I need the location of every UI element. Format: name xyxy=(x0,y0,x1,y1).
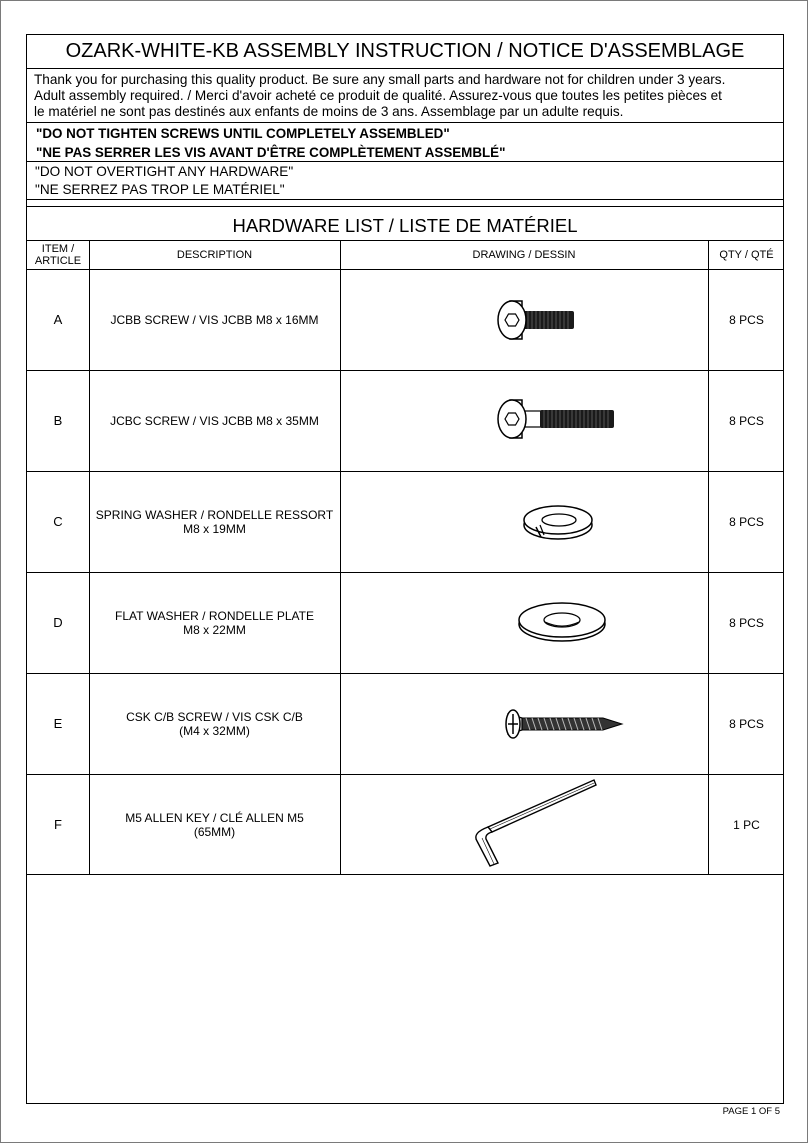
tighten-warning xyxy=(27,123,783,162)
column-header-drawing: DRAWING / DESSIN xyxy=(472,249,576,261)
intro-text xyxy=(27,69,783,123)
countersunk-screw-icon xyxy=(340,674,708,774)
column-header-description: DESCRIPTION xyxy=(176,249,253,261)
description-line: JCBB SCREW / VIS JCBB M8 x 16MM xyxy=(110,313,319,327)
warning-line: "NE PAS SERRER LES VIS AVANT D'ÊTRE COMPLÈTEMENT ASSEMBLÉ" xyxy=(36,145,506,160)
item-quantity: 8 PCS xyxy=(729,616,764,630)
row-divider xyxy=(27,874,783,875)
item-description xyxy=(89,674,340,774)
allen-key-icon xyxy=(340,775,708,874)
description-line: (65MM) xyxy=(193,824,236,839)
page-number: PAGE 1 OF 5 xyxy=(722,1106,780,1117)
item-drawing xyxy=(340,674,708,774)
item-drawing xyxy=(340,573,708,673)
description-line: (M4 x 32MM) xyxy=(179,724,250,738)
warning-line: "DO NOT OVERTIGHT ANY HARDWARE" xyxy=(35,164,294,179)
jcbc-long-screw-icon xyxy=(340,371,708,471)
description-line: FLAT WASHER / RONDELLE PLATE xyxy=(115,609,314,623)
description-line: JCBC SCREW / VIS JCBB M8 x 35MM xyxy=(110,414,319,428)
item-description xyxy=(89,270,340,370)
warning-line: "NE SERREZ PAS TROP LE MATÉRIEL" xyxy=(35,182,285,197)
item-description xyxy=(89,573,340,673)
item-drawing xyxy=(340,775,708,874)
item-letter: A xyxy=(53,312,63,327)
item-description xyxy=(89,371,340,471)
column-header-qty: QTY / QTÉ xyxy=(719,249,774,261)
item-letter: D xyxy=(53,615,63,630)
item-quantity: 8 PCS xyxy=(729,414,764,428)
intro-line: Adult assembly required. / Merci d'avoir acheté ce produit de qualité. Assurez-vous que toutes les petites pièces et xyxy=(34,88,722,103)
item-quantity: 8 PCS xyxy=(729,717,764,731)
item-letter: E xyxy=(53,716,63,731)
section-divider xyxy=(27,200,783,207)
item-quantity: 8 PCS xyxy=(729,313,764,327)
description-line: SPRING WASHER / RONDELLE RESSORT xyxy=(95,508,334,522)
description-line: M5 ALLEN KEY / CLÉ ALLEN M5 xyxy=(125,810,304,825)
intro-line: Thank you for purchasing this quality product. Be sure any small parts and hardware not for children under 3 years. xyxy=(34,72,726,87)
item-description xyxy=(89,472,340,572)
description-line: M8 x 19MM xyxy=(183,522,246,536)
item-description xyxy=(89,775,340,874)
flat-washer-icon xyxy=(340,573,708,673)
instruction-sheet xyxy=(26,34,784,1104)
warning-line: "DO NOT TIGHTEN SCREWS UNTIL COMPLETELY ASSEMBLED" xyxy=(36,126,450,141)
jcbb-short-screw-icon xyxy=(340,270,708,370)
spring-washer-icon xyxy=(340,472,708,572)
hardware-list-title: HARDWARE LIST / LISTE DE MATÉRIEL xyxy=(27,207,783,241)
item-drawing xyxy=(340,371,708,471)
item-drawing xyxy=(340,472,708,572)
blank-notes-area xyxy=(27,876,783,1102)
item-quantity: 8 PCS xyxy=(729,515,764,529)
page-title: OZARK-WHITE-KB ASSEMBLY INSTRUCTION / NOTICE D'ASSEMBLAGE xyxy=(27,35,783,69)
intro-line: le matériel ne sont pas destinés aux enfants de moins de 3 ans. Assemblage par un adulte requis. xyxy=(34,104,624,119)
column-header-item-line: ARTICLE xyxy=(34,255,82,267)
column-header-item-line: ITEM / xyxy=(41,243,75,255)
overtight-warning xyxy=(27,162,783,200)
item-letter: F xyxy=(54,816,62,832)
description-line: CSK C/B SCREW / VIS CSK C/B xyxy=(126,710,303,724)
item-drawing xyxy=(340,270,708,370)
column-header-item xyxy=(27,241,89,269)
item-letter: C xyxy=(53,514,63,529)
item-quantity: 1 PC xyxy=(733,817,760,832)
item-letter: B xyxy=(53,413,63,428)
description-line: M8 x 22MM xyxy=(183,623,246,637)
